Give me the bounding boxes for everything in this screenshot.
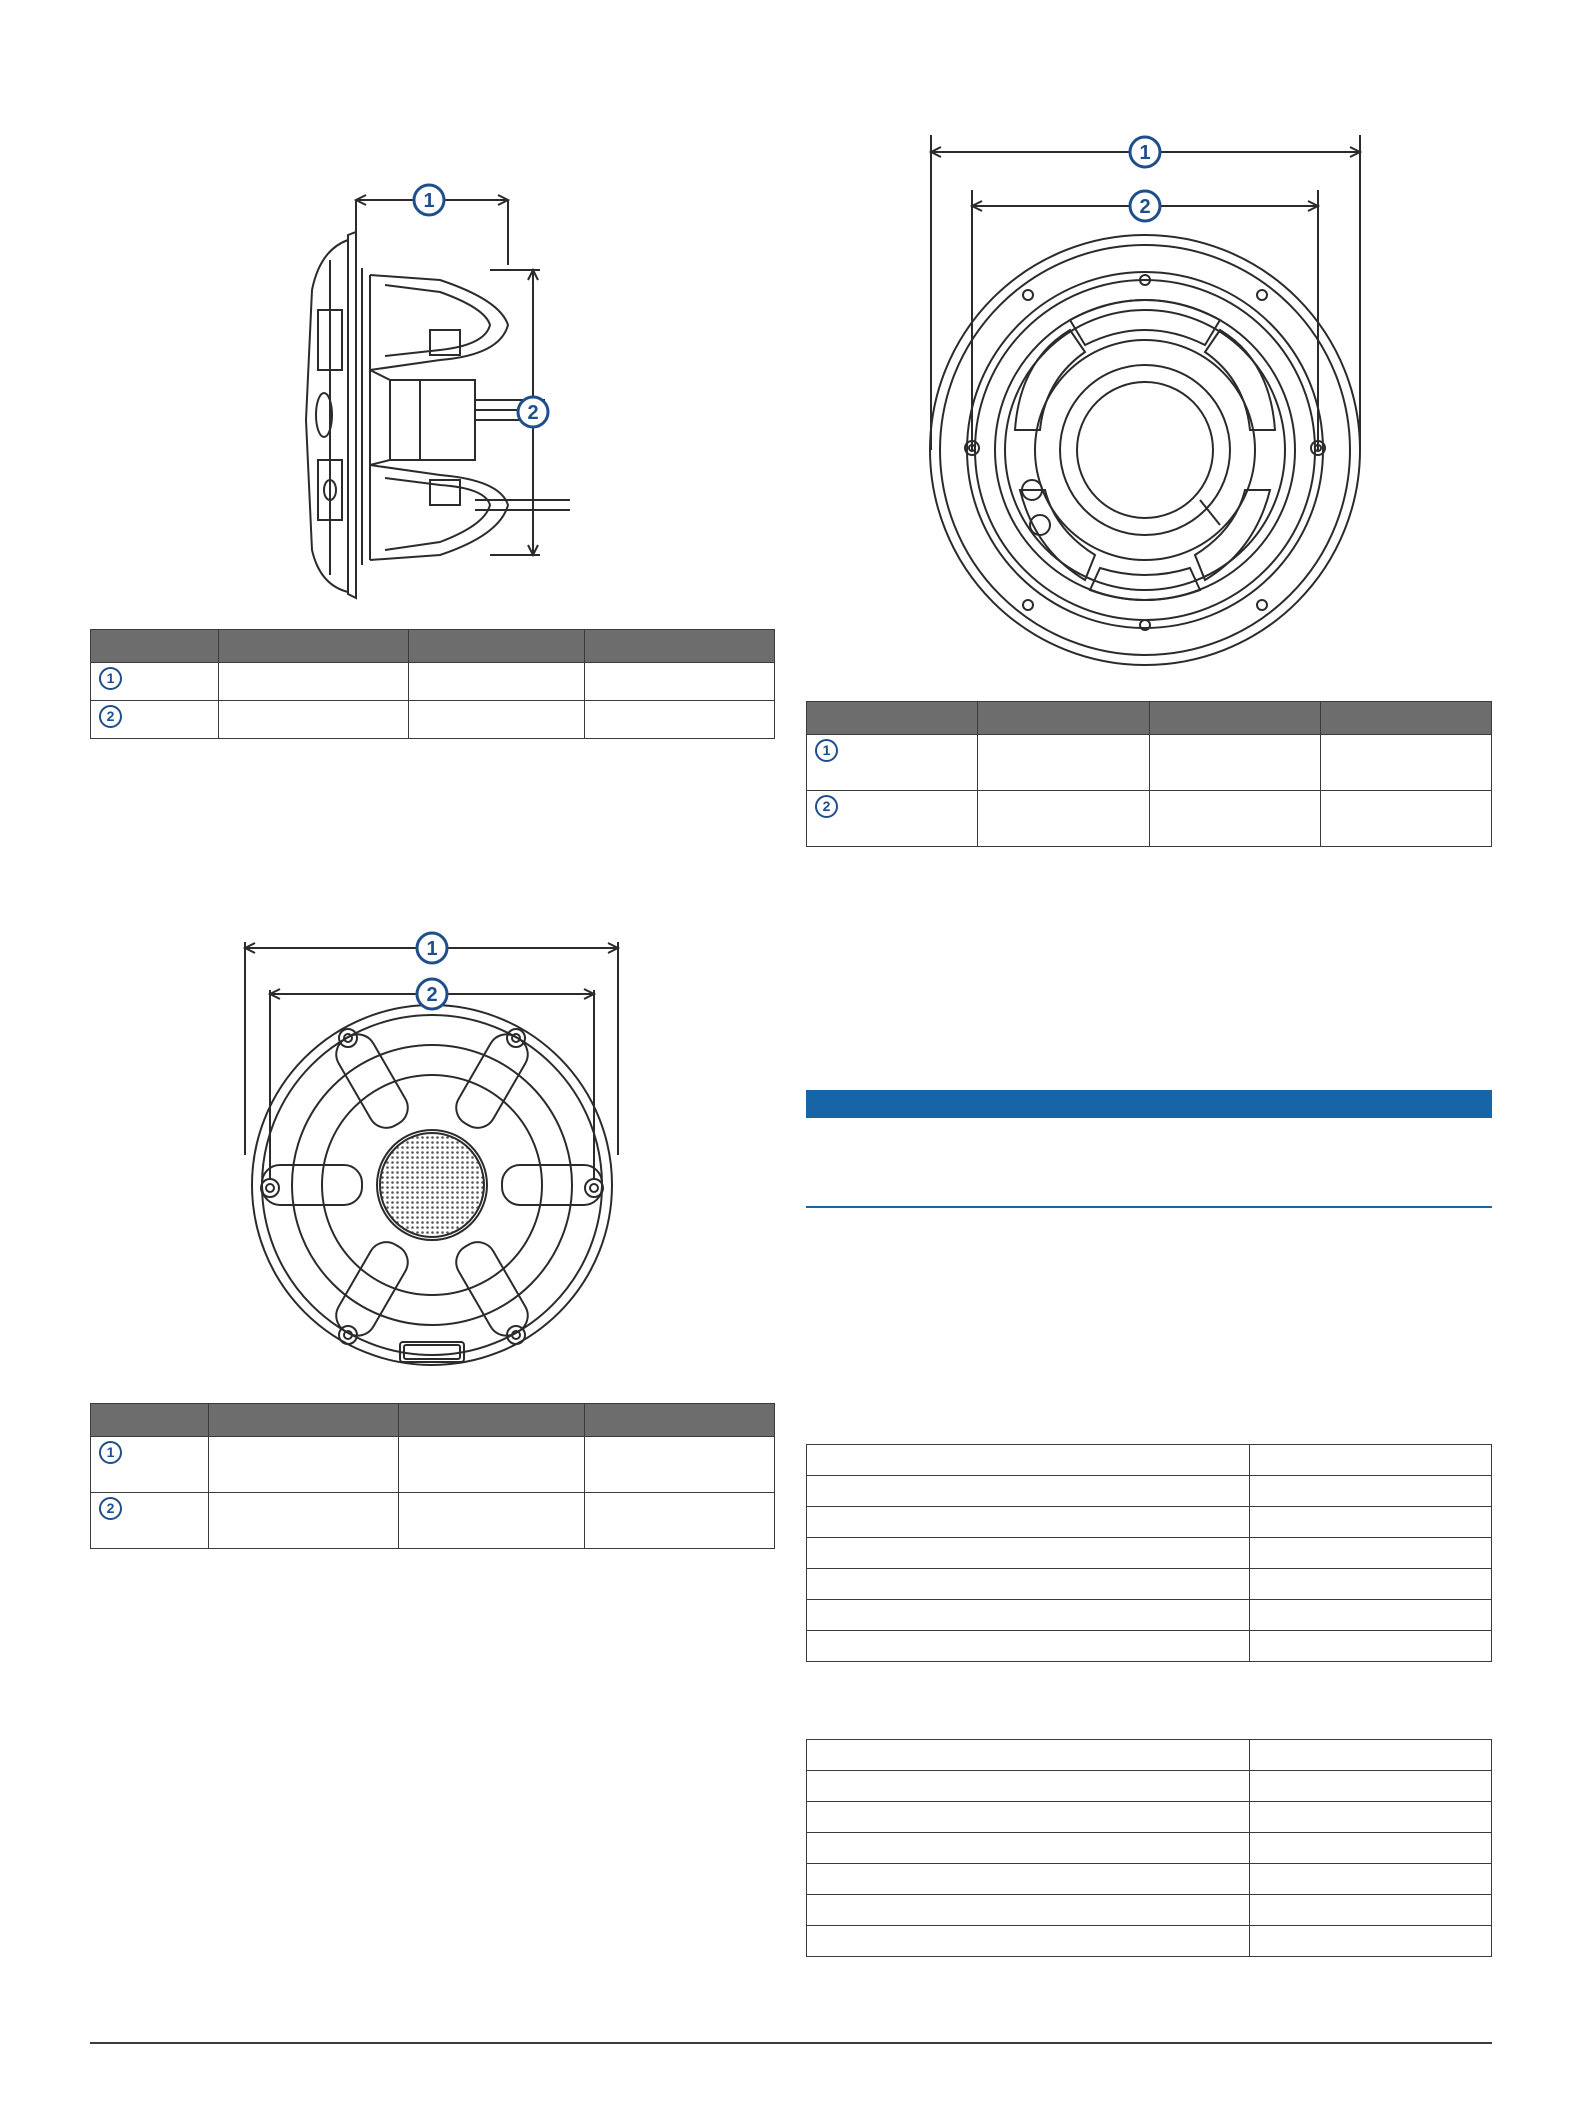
table-cell — [399, 1437, 585, 1493]
table-cell — [409, 663, 585, 701]
footer-divider — [90, 2042, 1492, 2044]
table-row — [807, 1631, 1492, 1662]
circled-number-icon: 2 — [99, 705, 122, 728]
circled-number-icon: 1 — [99, 1441, 122, 1464]
table-row — [807, 1445, 1492, 1476]
table-cell — [1321, 735, 1492, 791]
table-cell — [409, 701, 585, 739]
table-row — [807, 1771, 1492, 1802]
table-cell — [978, 735, 1150, 791]
table-cell — [209, 1437, 399, 1493]
tweeter-mesh-icon — [380, 1133, 484, 1237]
table-row — [91, 701, 775, 739]
table-row — [807, 735, 1492, 791]
circled-number-icon: 2 — [815, 795, 838, 818]
table-cell — [585, 663, 775, 701]
table-row — [91, 663, 775, 701]
table-header-row — [91, 1404, 775, 1437]
dimension-label-1: 1 — [426, 938, 438, 960]
table-cell — [1150, 791, 1321, 847]
table-cell — [399, 1493, 585, 1549]
grille-dimension-table — [90, 1403, 775, 1549]
table-header-row — [807, 702, 1492, 735]
table-cell — [585, 1437, 775, 1493]
speaker-grille-drawing — [240, 930, 630, 1380]
table-cell — [978, 791, 1150, 847]
table-cell — [219, 663, 409, 701]
spec-table-2 — [806, 1739, 1492, 1957]
table-row — [807, 1569, 1492, 1600]
table-header-row — [91, 630, 775, 663]
table-row — [807, 1895, 1492, 1926]
table-row — [807, 1507, 1492, 1538]
table-row — [807, 791, 1492, 847]
speaker-side-view-drawing — [290, 180, 590, 600]
dimension-label-2: 2 — [527, 402, 539, 424]
side-view-dimension-table — [90, 629, 775, 739]
table-cell — [209, 1493, 399, 1549]
table-row — [91, 1437, 775, 1493]
table-row — [807, 1833, 1492, 1864]
table-cell — [219, 701, 409, 739]
spec-table-1 — [806, 1444, 1492, 1662]
circled-number-icon: 1 — [99, 667, 122, 690]
table-cell — [1150, 735, 1321, 791]
circled-number-icon: 2 — [99, 1497, 122, 1520]
speaker-front-view-drawing — [920, 130, 1370, 680]
circled-number-icon: 1 — [815, 739, 838, 762]
table-cell — [1321, 791, 1492, 847]
dimension-label-2: 2 — [426, 984, 438, 1006]
table-row — [807, 1600, 1492, 1631]
front-view-dimension-table — [806, 701, 1492, 847]
table-row — [807, 1538, 1492, 1569]
table-cell — [585, 701, 775, 739]
table-row — [807, 1864, 1492, 1895]
dimension-label-1: 1 — [1139, 142, 1151, 164]
dimension-label-1: 1 — [423, 190, 435, 212]
table-row — [807, 1926, 1492, 1957]
table-row — [807, 1740, 1492, 1771]
section-divider — [806, 1206, 1492, 1208]
dimension-label-2: 2 — [1139, 196, 1151, 218]
table-cell — [585, 1493, 775, 1549]
table-row — [807, 1802, 1492, 1833]
table-row — [807, 1476, 1492, 1507]
section-heading-bar — [806, 1090, 1492, 1118]
table-row — [91, 1493, 775, 1549]
